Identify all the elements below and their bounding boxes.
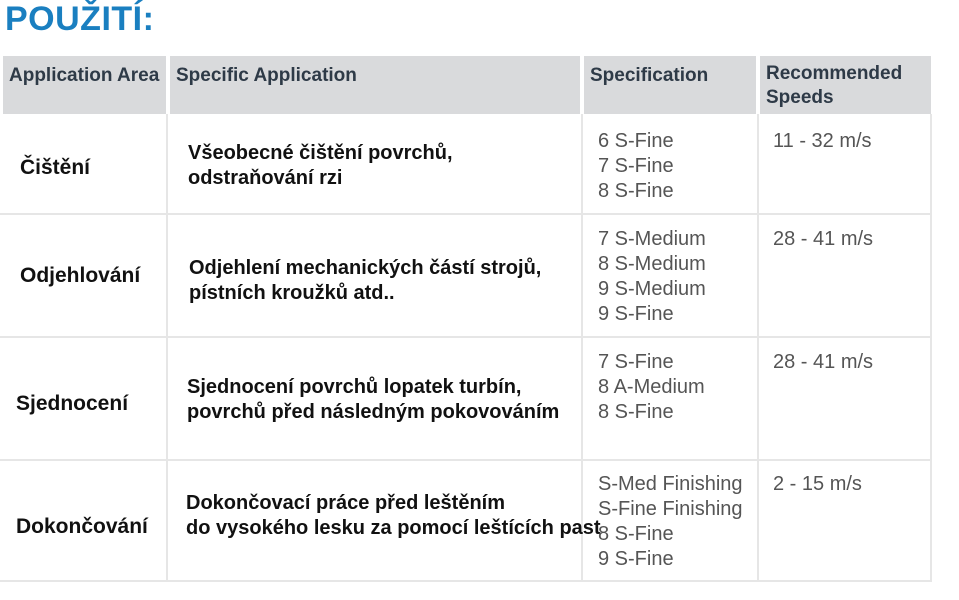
spec-line: 8 S-Fine [598,523,674,545]
header-recommended-speeds [760,56,931,114]
spec-line: 9 S-Medium [598,278,706,300]
divider [0,336,932,338]
header-area-label: Application Area [9,65,160,86]
table-row-area: Dokončování [16,515,148,538]
table-row-application [189,256,541,306]
table-row-area: Odjehlování [20,264,141,287]
spec-line: 6 S-Fine [598,130,674,152]
header-specification-label: Specification [590,65,709,86]
header-specification [584,56,756,114]
header-application-area [3,56,166,114]
table-row-speed: 28 - 41 m/s [773,228,874,250]
table-row-application [186,491,601,541]
header-speeds-line1: Recommended [766,63,903,84]
divider [0,580,932,582]
application-line: Dokončovací práce před leštěním [186,492,506,514]
divider [0,459,932,461]
table-row-area: Čištění [20,156,91,179]
header-speeds-line2: Speeds [766,87,834,108]
spec-line: 9 S-Fine [598,548,674,570]
spec-line: 7 S-Medium [598,228,706,250]
spec-line: S-Fine Finishing [598,498,743,520]
table-row-application [187,375,559,425]
table-row-area: Sjednocení [16,392,129,415]
table-row-speed: 11 - 32 m/s [773,130,872,152]
application-line: do vysokého lesku za pomocí leštících past [186,517,601,539]
spec-line: 9 S-Fine [598,303,674,325]
header-specific-application [170,56,580,114]
spec-line: 7 S-Fine [598,351,674,373]
table-row-specification [598,129,674,204]
table-row-application [188,141,453,191]
application-line: Odjehlení mechanických částí strojů, [189,257,542,279]
application-line: pístních kroužků atd.. [189,282,395,304]
table-row-specification [598,472,743,572]
application-line: odstraňování rzi [188,167,343,189]
page-title: POUŽITÍ: [5,0,155,38]
divider [0,213,932,215]
table-row-specification [598,227,706,327]
spec-line: 8 S-Fine [598,401,674,423]
spec-line: 7 S-Fine [598,155,674,177]
spec-line: 8 S-Fine [598,180,674,202]
application-line: Sjednocení povrchů lopatek turbín, [187,376,522,398]
spec-line: 8 S-Medium [598,253,706,275]
divider [930,114,932,582]
divider [166,114,168,582]
divider [757,114,759,582]
application-line: Všeobecné čištění povrchů, [188,142,453,164]
application-line: povrchů před následným pokovováním [187,401,560,423]
spec-line: S-Med Finishing [598,473,743,495]
spec-line: 8 A-Medium [598,376,705,398]
table-row-specification [598,350,705,425]
table-row-speed: 28 - 41 m/s [773,351,874,373]
header-application-label: Specific Application [176,65,357,86]
table-row-speed: 2 - 15 m/s [773,473,862,495]
